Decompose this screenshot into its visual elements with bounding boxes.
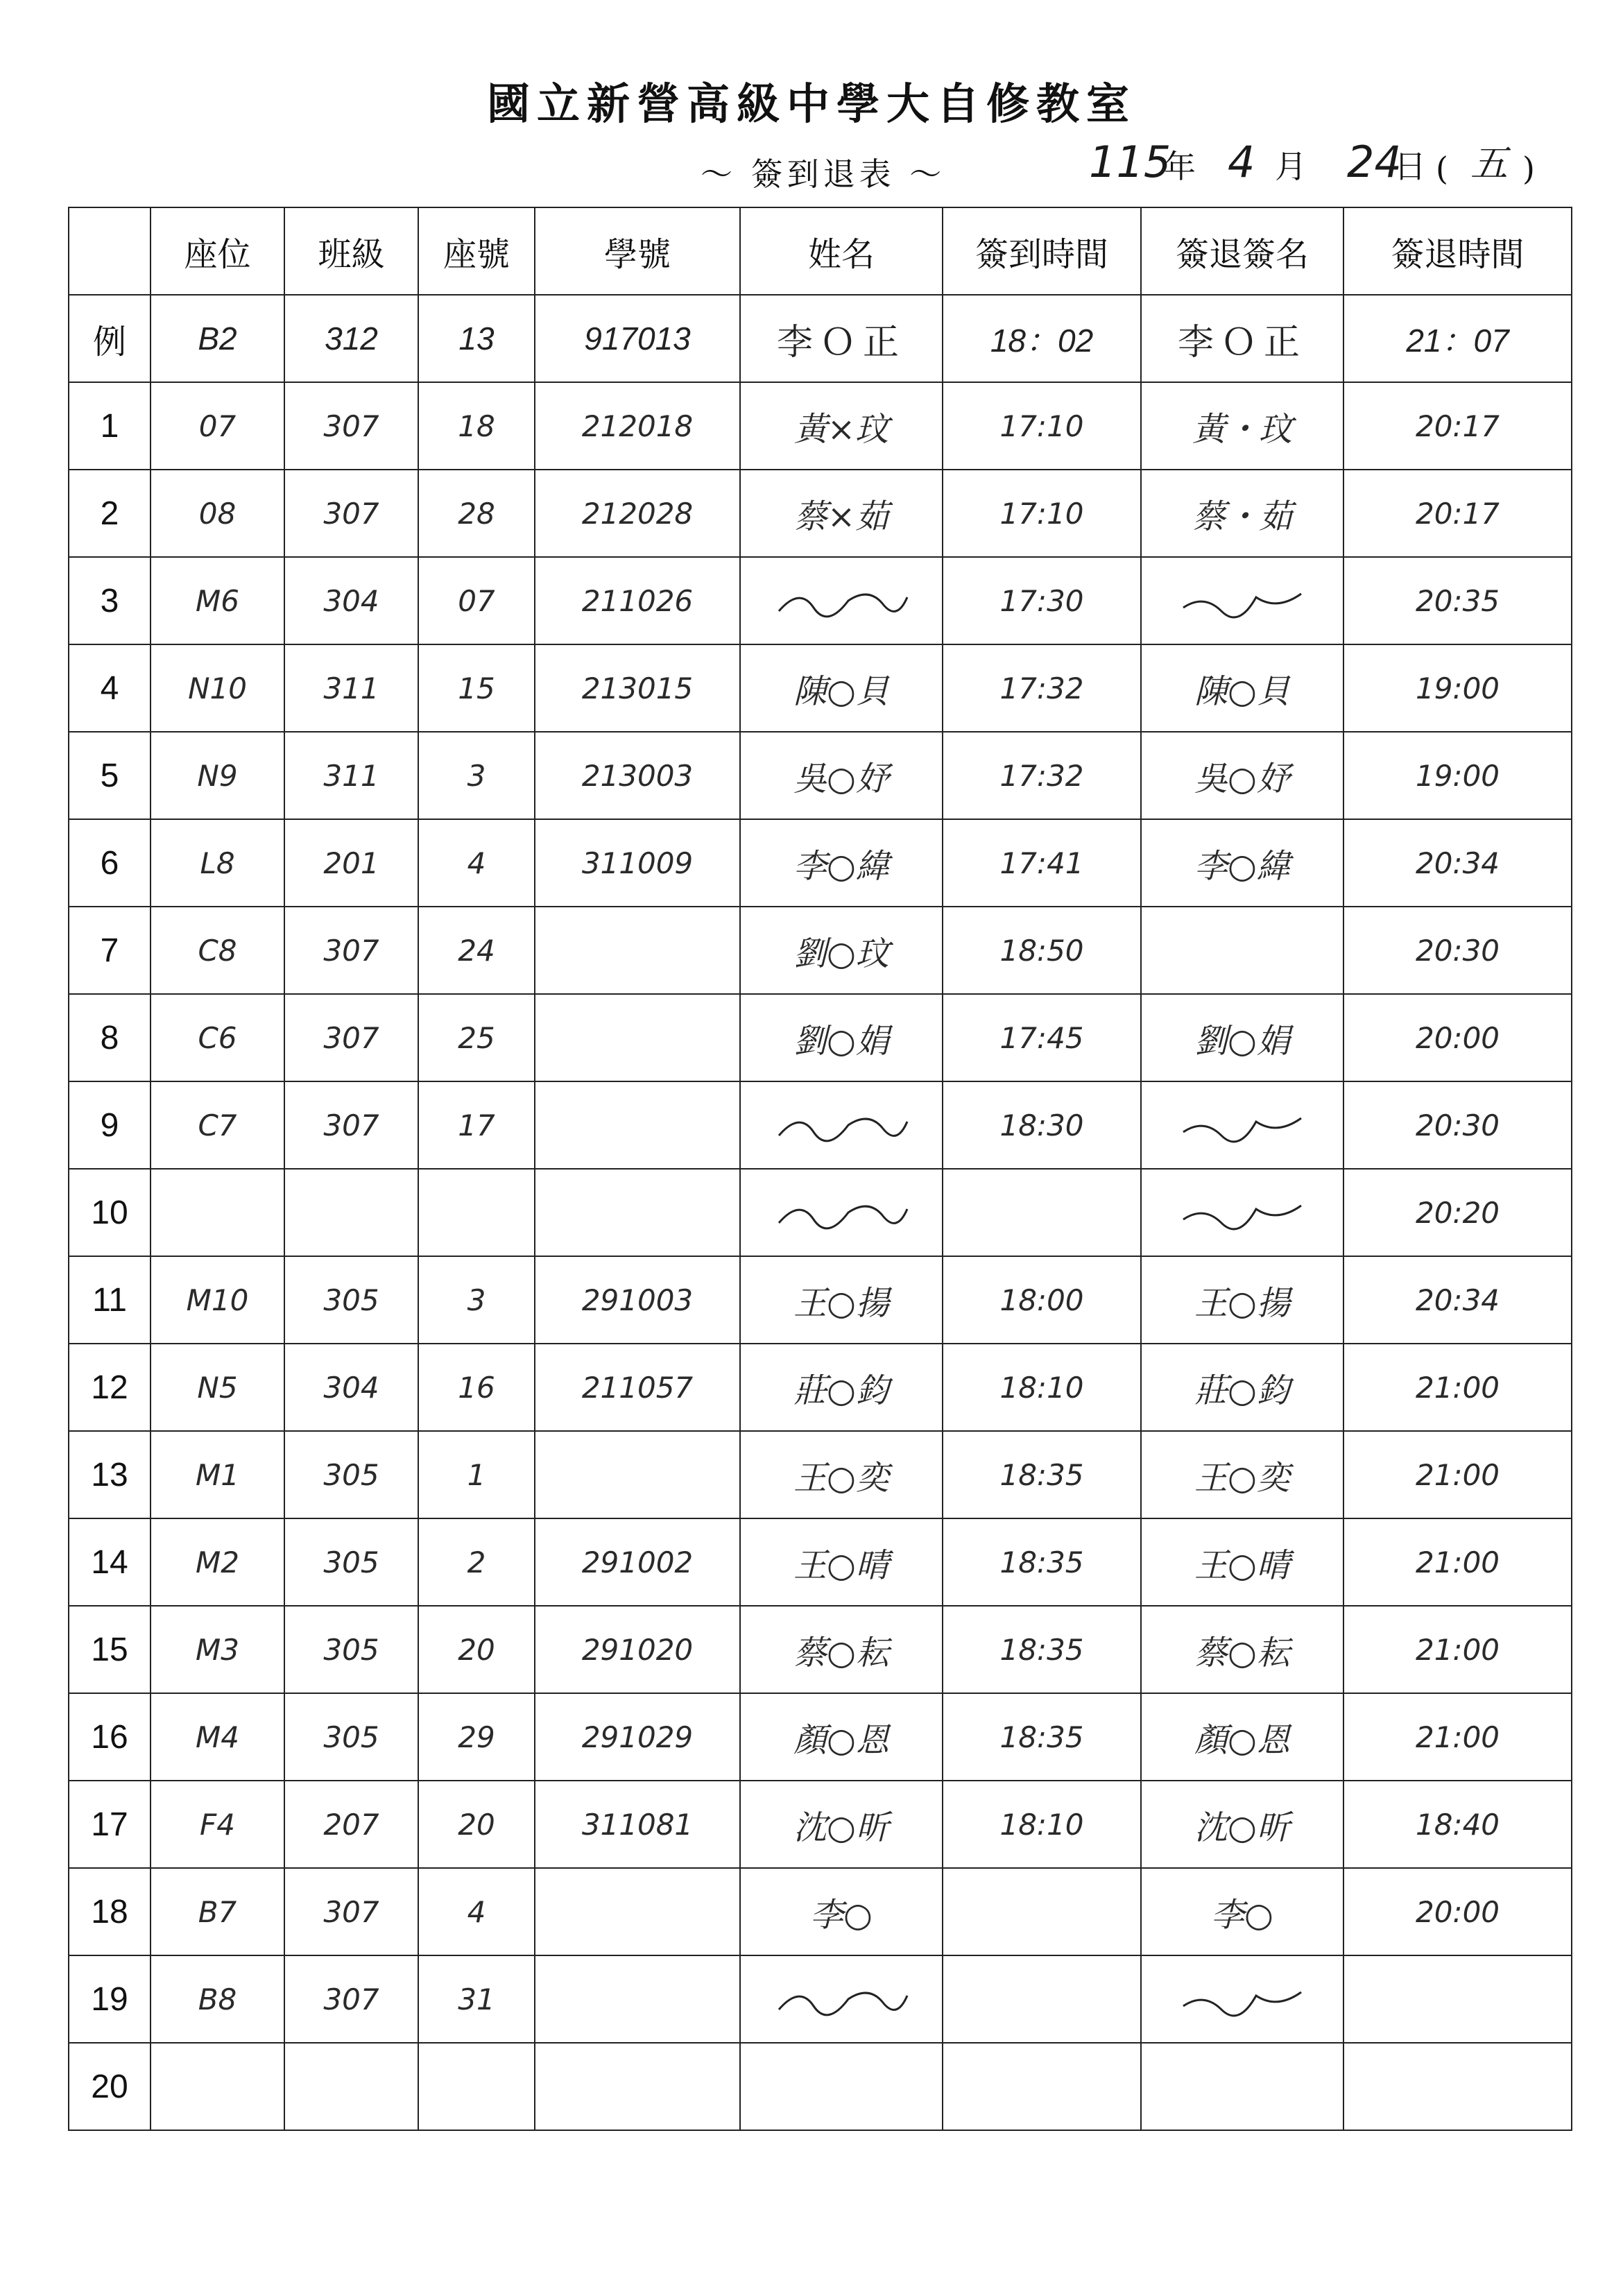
sign-out-name-cell [1141,1169,1343,1256]
example-class: 312 [284,295,418,382]
seat-number-cell: 18 [418,382,535,470]
class-cell: 201 [284,819,418,907]
sign-in-time-cell: 17:41 [943,819,1141,907]
sign-out-name-cell: 李○ [1141,1868,1343,1955]
seat-number-cell [418,2043,535,2130]
seat-cell: C6 [151,994,284,1081]
sign-out-time-cell: 19:00 [1343,644,1572,732]
date-weekday-close: ) [1522,150,1535,187]
col-header-sign-in-time: 簽到時間 [943,207,1141,295]
sheet-title: 國立新營高級中學大自修教室 [486,78,1136,129]
sign-in-table [68,207,1572,2131]
seat-number-cell: 15 [418,644,535,732]
table-row [69,732,1572,819]
seat-number-cell: 2 [418,1518,535,1606]
row-number: 14 [69,1518,151,1606]
name-cell: 吳○妤 [740,732,943,819]
sign-out-time-cell: 21:00 [1343,1518,1572,1606]
class-cell: 305 [284,1256,418,1344]
student-id-cell: 213015 [535,644,740,732]
sign-out-name-cell [1141,1081,1343,1169]
table-row [69,1693,1572,1781]
student-id-cell: 291029 [535,1693,740,1781]
class-cell: 305 [284,1693,418,1781]
signature-stroke [779,1119,907,1141]
seat-cell: C8 [151,907,284,994]
sign-out-name-cell: 蔡○耘 [1141,1606,1343,1693]
table-row [69,1955,1572,2043]
sign-in-time-cell [943,1868,1141,1955]
table-row [69,2043,1572,2130]
sign-in-time-cell [943,1169,1141,1256]
name-cell: 蔡×茹 [740,470,943,557]
sign-out-time-cell [1343,1955,1572,2043]
col-header-index [69,207,151,295]
name-cell: 劉○娟 [740,994,943,1081]
sign-out-time-cell: 18:40 [1343,1781,1572,1868]
col-header-number: 座號 [418,207,535,295]
row-number: 10 [69,1169,151,1256]
sign-out-time-cell: 21:00 [1343,1693,1572,1781]
student-id-cell [535,907,740,994]
sign-out-time-cell [1343,2043,1572,2130]
student-id-cell: 311081 [535,1781,740,1868]
seat-number-cell: 20 [418,1606,535,1693]
seat-cell: M10 [151,1256,284,1344]
row-number: 5 [69,732,151,819]
col-header-sign-out-time: 簽退時間 [1343,207,1572,295]
student-id-cell [535,994,740,1081]
sign-in-time-cell: 18:10 [943,1781,1141,1868]
sign-out-name-cell: 蔡・茹 [1141,470,1343,557]
row-number: 4 [69,644,151,732]
signature-scribble [772,573,911,628]
seat-cell: B8 [151,1955,284,2043]
signature-scribble [1173,1097,1312,1153]
example-sign-out-time: 21：07 [1343,295,1572,382]
example-seat: B2 [151,295,284,382]
sign-in-time-cell [943,1955,1141,2043]
sign-out-time-cell: 20:00 [1343,994,1572,1081]
row-number: 18 [69,1868,151,1955]
signature-scribble [772,1097,911,1153]
sign-in-time-cell: 18:10 [943,1344,1141,1431]
seat-cell [151,2043,284,2130]
class-cell: 307 [284,994,418,1081]
table-row [69,1518,1572,1606]
date-month: 4 [1228,137,1255,187]
row-number: 15 [69,1606,151,1693]
date-year: 115 [1089,137,1171,187]
student-id-cell [535,2043,740,2130]
sign-out-name-cell: 王○晴 [1141,1518,1343,1606]
name-cell: 王○揚 [740,1256,943,1344]
col-header-student-id: 學號 [535,207,740,295]
table-row [69,644,1572,732]
name-cell: 劉○玟 [740,907,943,994]
row-number: 17 [69,1781,151,1868]
student-id-cell [535,1868,740,1955]
sign-out-time-cell: 21:00 [1343,1606,1572,1693]
sign-out-time-cell: 19:00 [1343,732,1572,819]
signature-stroke [1183,594,1301,617]
sign-in-time-cell: 17:10 [943,382,1141,470]
student-id-cell [535,1955,740,2043]
row-number: 16 [69,1693,151,1781]
seat-cell: M2 [151,1518,284,1606]
sign-in-time-cell: 18:35 [943,1606,1141,1693]
sign-out-name-cell: 王○奕 [1141,1431,1343,1518]
example-number: 13 [418,295,535,382]
row-number: 19 [69,1955,151,2043]
seat-number-cell [418,1169,535,1256]
row-number: 12 [69,1344,151,1431]
sign-out-name-cell: 王○揚 [1141,1256,1343,1344]
signature-stroke [779,1206,907,1228]
seat-number-cell: 17 [418,1081,535,1169]
row-number: 1 [69,382,151,470]
table-row [69,382,1572,470]
row-number: 6 [69,819,151,907]
sign-out-name-cell: 黃・玟 [1141,382,1343,470]
seat-number-cell: 28 [418,470,535,557]
seat-number-cell: 16 [418,1344,535,1431]
name-cell: 王○奕 [740,1431,943,1518]
sign-out-time-cell: 21:00 [1343,1431,1572,1518]
table-row [69,1081,1572,1169]
seat-cell: 08 [151,470,284,557]
seat-number-cell: 20 [418,1781,535,1868]
seat-cell: L8 [151,819,284,907]
sign-out-time-cell: 20:34 [1343,819,1572,907]
seat-number-cell: 3 [418,732,535,819]
sign-out-time-cell: 20:20 [1343,1169,1572,1256]
seat-cell: M6 [151,557,284,644]
row-number: 13 [69,1431,151,1518]
student-id-cell: 291002 [535,1518,740,1606]
row-number: 9 [69,1081,151,1169]
row-number: 11 [69,1256,151,1344]
class-cell: 311 [284,644,418,732]
class-cell: 305 [284,1606,418,1693]
row-number: 3 [69,557,151,644]
seat-number-cell: 24 [418,907,535,994]
col-header-class: 班級 [284,207,418,295]
sign-in-time-cell: 17:30 [943,557,1141,644]
student-id-cell [535,1169,740,1256]
example-row [69,295,1572,382]
signature-scribble [1173,573,1312,628]
seat-number-cell: 4 [418,1868,535,1955]
header-row [69,207,1572,295]
example-name: 李Ｏ正 [740,295,943,382]
table-row [69,819,1572,907]
sign-in-time-cell: 18:35 [943,1518,1141,1606]
student-id-cell: 291020 [535,1606,740,1693]
name-cell: 李○緯 [740,819,943,907]
col-header-seat: 座位 [151,207,284,295]
date-day-unit: 日 [1394,148,1426,185]
signature-scribble [772,1971,911,2027]
seat-number-cell: 29 [418,1693,535,1781]
seat-cell: F4 [151,1781,284,1868]
example-sign-in: 18：02 [943,295,1141,382]
example-sign-out-name: 李Ｏ正 [1141,295,1343,382]
signature-scribble [1173,1971,1312,2027]
sign-out-time-cell: 20:00 [1343,1868,1572,1955]
sign-out-name-cell: 顏○恩 [1141,1693,1343,1781]
table-row [69,470,1572,557]
date-line [1089,139,1561,194]
class-cell: 307 [284,1955,418,2043]
class-cell: 304 [284,1344,418,1431]
class-cell: 305 [284,1431,418,1518]
signature-scribble [1173,1185,1312,1240]
student-id-cell: 212018 [535,382,740,470]
seat-cell: M1 [151,1431,284,1518]
seat-number-cell: 31 [418,1955,535,2043]
sign-out-time-cell: 20:35 [1343,557,1572,644]
sign-in-time-cell: 18:35 [943,1693,1141,1781]
seat-cell: N5 [151,1344,284,1431]
table-row [69,1256,1572,1344]
student-id-cell [535,1431,740,1518]
sign-out-name-cell: 吳○妤 [1141,732,1343,819]
class-cell: 307 [284,1868,418,1955]
example-label: 例 [69,295,151,382]
class-cell: 307 [284,1081,418,1169]
date-weekday-open: ( [1436,150,1448,187]
student-id-cell: 311009 [535,819,740,907]
seat-cell: B7 [151,1868,284,1955]
signature-stroke [1183,1992,1301,2016]
date-day: 24 [1347,137,1402,187]
class-cell: 307 [284,907,418,994]
class-cell [284,1169,418,1256]
name-cell: 李○ [740,1868,943,1955]
sign-out-time-cell: 20:17 [1343,470,1572,557]
row-number: 20 [69,2043,151,2130]
sign-in-time-cell: 18:35 [943,1431,1141,1518]
signature-stroke [1183,1206,1301,1229]
name-cell: 陳○貝 [740,644,943,732]
seat-cell: 07 [151,382,284,470]
signature-stroke [779,1993,907,2015]
sign-out-time-cell: 20:30 [1343,1081,1572,1169]
sign-out-time-cell: 20:30 [1343,907,1572,994]
sign-in-time-cell: 18:00 [943,1256,1141,1344]
sign-out-name-cell: 劉○娟 [1141,994,1343,1081]
seat-cell: M3 [151,1606,284,1693]
sign-out-name-cell: 李○緯 [1141,819,1343,907]
name-cell [740,1081,943,1169]
name-cell [740,1955,943,2043]
name-cell: 黃×玟 [740,382,943,470]
sign-in-time-cell: 17:32 [943,644,1141,732]
seat-number-cell: 4 [418,819,535,907]
seat-cell [151,1169,284,1256]
student-id-cell [535,1081,740,1169]
col-header-sign-out-name: 簽退簽名 [1141,207,1343,295]
seat-number-cell: 07 [418,557,535,644]
date-year-unit: 年 [1164,148,1196,185]
student-id-cell: 212028 [535,470,740,557]
name-cell [740,2043,943,2130]
sign-in-time-cell: 18:30 [943,1081,1141,1169]
sign-in-time-cell: 17:45 [943,994,1141,1081]
sign-out-name-cell: 沈○昕 [1141,1781,1343,1868]
seat-cell: M4 [151,1693,284,1781]
seat-number-cell: 1 [418,1431,535,1518]
student-id-cell: 291003 [535,1256,740,1344]
date-month-unit: 月 [1275,148,1307,185]
sign-out-name-cell: 莊○鈞 [1141,1344,1343,1431]
row-number: 2 [69,470,151,557]
class-cell: 311 [284,732,418,819]
name-cell: 沈○昕 [740,1781,943,1868]
row-number: 7 [69,907,151,994]
date-weekday: 五 [1470,142,1508,185]
table-row [69,994,1572,1081]
name-cell: 蔡○耘 [740,1606,943,1693]
table-row [69,557,1572,644]
class-cell: 304 [284,557,418,644]
sign-out-name-cell [1141,907,1343,994]
sign-out-name-cell [1141,2043,1343,2130]
class-cell: 207 [284,1781,418,1868]
name-cell: 莊○鈞 [740,1344,943,1431]
col-header-name: 姓名 [740,207,943,295]
class-cell: 305 [284,1518,418,1606]
name-cell [740,557,943,644]
example-student-id: 917013 [535,295,740,382]
signature-stroke [1183,1118,1301,1142]
signature-scribble [772,1185,911,1240]
name-cell: 王○晴 [740,1518,943,1606]
sign-out-name-cell [1141,1955,1343,2043]
student-id-cell: 211057 [535,1344,740,1431]
sign-out-name-cell: 陳○貝 [1141,644,1343,732]
sign-out-time-cell: 20:17 [1343,382,1572,470]
sign-out-time-cell: 21:00 [1343,1344,1572,1431]
table-row [69,1169,1572,1256]
seat-number-cell: 25 [418,994,535,1081]
table-row [69,907,1572,994]
signature-stroke [779,594,907,617]
name-cell [740,1169,943,1256]
class-cell: 307 [284,470,418,557]
row-number: 8 [69,994,151,1081]
seat-cell: C7 [151,1081,284,1169]
seat-cell: N10 [151,644,284,732]
student-id-cell: 211026 [535,557,740,644]
class-cell [284,2043,418,2130]
sign-in-time-cell: 17:10 [943,470,1141,557]
name-cell: 顏○恩 [740,1693,943,1781]
table-row [69,1606,1572,1693]
seat-cell: N9 [151,732,284,819]
table-row [69,1431,1572,1518]
table-row [69,1781,1572,1868]
sign-in-time-cell: 17:32 [943,732,1141,819]
sign-out-name-cell [1141,557,1343,644]
sign-in-time-cell [943,2043,1141,2130]
student-id-cell: 213003 [535,732,740,819]
seat-number-cell: 3 [418,1256,535,1344]
class-cell: 307 [284,382,418,470]
sheet-subtitle: ～ 簽到退表 ～ [701,155,946,193]
sign-out-time-cell: 20:34 [1343,1256,1572,1344]
table-row [69,1344,1572,1431]
table-row [69,1868,1572,1955]
sign-in-time-cell: 18:50 [943,907,1141,994]
